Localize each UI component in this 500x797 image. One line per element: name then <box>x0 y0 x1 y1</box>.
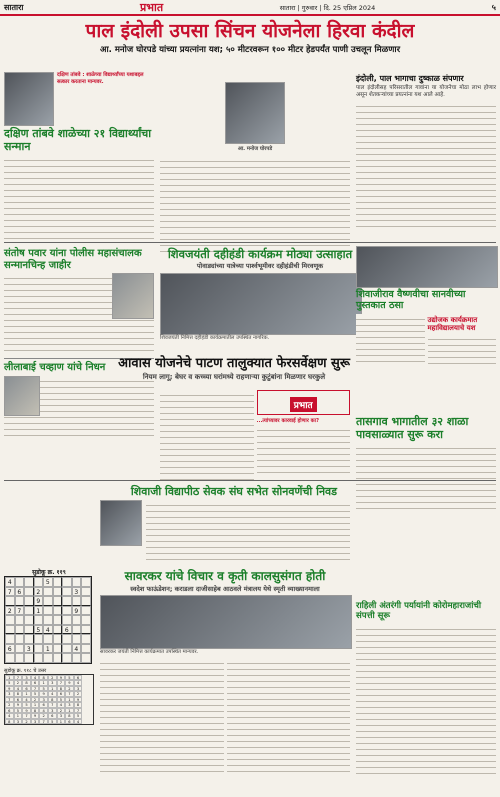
sudoku-cell <box>81 587 91 597</box>
sudoku-cell: 6 <box>62 625 72 635</box>
sudoku-answer-cell: 1 <box>65 697 74 703</box>
sudoku-answer-cell: 5 <box>22 702 31 708</box>
awas-subheadline: नियम लागू; बेघर व कच्च्या घरांमध्ये राहणाऱ्या कुटुंबांना मिळणार घरकुले <box>142 372 326 381</box>
sudoku-cell <box>24 577 34 587</box>
sudoku-answer-cell: 3 <box>39 697 48 703</box>
sudoku-answer-cell: 9 <box>39 691 48 697</box>
vaishnavi-headline: शिवाजीराव वैष्णवीचा सानवीच्या पुस्तकात ठसा <box>356 289 466 311</box>
sudoku-answer-cell: 6 <box>5 708 14 714</box>
sudoku-answer-cell: 2 <box>48 675 57 681</box>
sudoku-answer-cell: 5 <box>14 708 23 714</box>
indoli-summary: पाल इंदोलीसह परिसरातील गावांना या योजनेचा मोठा लाभ होणार असून शेतकऱ्यांच्या प्रयत्नांना यश आले आहे. <box>356 85 496 99</box>
sudoku-cell <box>72 625 82 635</box>
sudoku-answer-cell: 8 <box>31 708 40 714</box>
sudoku-cell <box>34 653 44 663</box>
sudoku-panel <box>4 568 94 725</box>
savarkar-photo <box>100 595 352 649</box>
dahihandi-caption: शिवजयंती निमित्त दहीहंडी कार्यक्रमातील उपस्थित नागरिक. <box>160 334 270 341</box>
sudoku-cell <box>81 577 91 587</box>
savarkar-body-a <box>100 658 224 776</box>
sudoku-answer-cell: 2 <box>22 719 31 725</box>
sudoku-answer-cell: 5 <box>65 675 74 681</box>
sudoku-cell <box>81 625 91 635</box>
sudoku-cell <box>15 577 25 587</box>
sudoku-cell <box>72 634 82 644</box>
sudoku-cell <box>81 644 91 654</box>
sudoku-cell <box>72 615 82 625</box>
sudoku-cell <box>43 634 53 644</box>
sudoku-answer-cell: 4 <box>74 719 83 725</box>
sudoku-cell <box>43 596 53 606</box>
sudoku-cell <box>34 644 44 654</box>
sudoku-answer-cell: 4 <box>57 702 66 708</box>
brand-logo: प्रभात <box>140 0 164 14</box>
sudoku-answer-cell: 5 <box>57 697 66 703</box>
sudoku-cell <box>15 653 25 663</box>
left-column-mid <box>4 246 154 440</box>
sudoku-cell <box>34 634 44 644</box>
sudoku-cell <box>15 615 25 625</box>
sudoku-cell: 4 <box>43 625 53 635</box>
sudoku-answer-cell: 7 <box>57 680 66 686</box>
shivaji-body-wrap <box>100 500 350 560</box>
sudoku-answer-cell: 9 <box>65 680 74 686</box>
sudoku-cell <box>53 653 63 663</box>
sudoku-cell <box>62 615 72 625</box>
sudoku-answer-cell: 1 <box>39 680 48 686</box>
sudoku-grid <box>4 576 92 664</box>
sudoku-answer-cell: 3 <box>14 719 23 725</box>
lead-subheadline: आ. मनोज घोरपडे यांच्या प्रयत्नांना यश; ५० मीटरवरून १०० मीटर हेडपर्यंत पाणी उचलून मिळणार <box>99 45 401 55</box>
sudoku-answer-cell: 9 <box>22 708 31 714</box>
center-column-mid <box>160 246 360 341</box>
dahihandi-photo <box>160 273 362 335</box>
shivaji-headline: शिवाजी विद्यापीठ सेवक संघ सभेत सोनवणेंची निवड <box>130 485 338 498</box>
college-headline: उद्योजक कार्यक्रमात महाविद्यालयाचे यश <box>427 315 478 332</box>
sudoku-answer-cell: 5 <box>31 691 40 697</box>
sudoku-cell <box>62 587 72 597</box>
sudoku-answer-cell: 4 <box>5 713 14 719</box>
sudoku-answer-cell: 3 <box>65 702 74 708</box>
obituary-photo <box>4 376 40 416</box>
sudoku-cell <box>15 625 25 635</box>
sudoku-cell <box>5 634 15 644</box>
sudoku-title: सुडोकू क्र. ११९ <box>32 569 66 576</box>
sudoku-answer-cell: 3 <box>57 713 66 719</box>
sudoku-cell <box>81 634 91 644</box>
sudoku-cell: 5 <box>34 625 44 635</box>
mla-caption: आ. मनोज घोरपडे <box>237 146 273 152</box>
sudoku-answer-cell: 8 <box>57 686 66 692</box>
center-column-top <box>160 72 350 252</box>
mla-portrait <box>225 82 285 144</box>
awas-body-b <box>257 425 351 473</box>
awas-headline: आवास योजनेचे पाटण तालुक्यात फेरसर्वेक्षण सुरू <box>118 356 350 371</box>
sudoku-cell <box>43 615 53 625</box>
sudoku-cell <box>43 587 53 597</box>
sudoku-answer-cell: 2 <box>57 708 66 714</box>
sudoku-cell: 1 <box>34 606 44 616</box>
sudoku-answer-cell: 2 <box>31 697 40 703</box>
sudoku-cell <box>72 577 82 587</box>
sudoku-cell: 5 <box>43 577 53 587</box>
sudoku-cell <box>53 615 63 625</box>
left-column-top <box>4 72 154 243</box>
awas-section <box>4 355 496 380</box>
sudoku-answer-cell: 4 <box>22 697 31 703</box>
obituary-headline: लीलाबाई चव्हाण यांचे निधन <box>4 362 106 373</box>
savarkar-headline: सावरकर यांचे विचार व कृती कालसुसंगत होती <box>124 569 326 583</box>
sudoku-answer-cell: 6 <box>65 719 74 725</box>
sudoku-answer-cell: 1 <box>57 719 66 725</box>
sudoku-answer-cell: 3 <box>31 719 40 725</box>
sudoku-cell <box>62 634 72 644</box>
sudoku-answer-cell: 5 <box>74 713 83 719</box>
sudoku-answer-cell: 7 <box>65 691 74 697</box>
sudoku-cell <box>72 596 82 606</box>
sudoku-answer-cell: 1 <box>5 675 14 681</box>
sudoku-cell <box>62 606 72 616</box>
sudoku-cell <box>62 644 72 654</box>
vaishnavi-photo <box>356 246 498 288</box>
sudoku-answer-cell: 6 <box>39 702 48 708</box>
sudoku-answer-cell: 7 <box>14 675 23 681</box>
sudoku-cell: 2 <box>34 587 44 597</box>
sudoku-answer-cell: 7 <box>31 686 40 692</box>
sudoku-answer-cell: 7 <box>39 719 48 725</box>
awas-body-a <box>160 390 254 480</box>
sudoku-answer-cell: 8 <box>39 675 48 681</box>
shivaji-body <box>146 500 350 560</box>
sudoku-cell <box>24 634 34 644</box>
tambave-body <box>4 155 154 243</box>
sudoku-cell <box>43 653 53 663</box>
sudoku-answer-cell: 3 <box>5 691 14 697</box>
sudoku-cell <box>81 596 91 606</box>
lead-headline: पाल इंदोली उपसा सिंचन योजनेला हिरवा कंदील <box>85 20 415 42</box>
sudoku-answer-cell: 3 <box>48 708 57 714</box>
sudoku-cell <box>24 653 34 663</box>
pawar-photo <box>112 273 154 319</box>
sudoku-cell <box>53 625 63 635</box>
sudoku-cell <box>24 596 34 606</box>
sudoku-cell: 3 <box>24 644 34 654</box>
sudoku-answer-cell: 8 <box>65 713 74 719</box>
sudoku-cell <box>15 634 25 644</box>
shivaji-photo <box>100 500 142 546</box>
sudoku-answer-cell: 5 <box>48 719 57 725</box>
sudoku-cell: 4 <box>5 577 15 587</box>
bottom-right-headline: राहिली अंतरंगी पर्यायांनी कोरोमहाराजांची संपत्ती सूरू <box>356 601 482 621</box>
issue-date: सातारा | गुरुवार | दि. 25 एप्रिल 2024 <box>279 3 376 12</box>
sudoku-cell: 4 <box>72 644 82 654</box>
dahihandi-subheadline: पोवाड्यांच्या यात्रेच्या पार्श्वभूमीवर दहीहंडीची मिरवणूक <box>196 262 324 271</box>
savarkar-section <box>100 568 350 776</box>
sudoku-cell <box>24 587 34 597</box>
shivaji-section <box>4 480 496 501</box>
sudoku-answer-cell: 4 <box>39 708 48 714</box>
sudoku-cell <box>62 653 72 663</box>
page-number: ५ <box>491 2 496 12</box>
sudoku-answer-cell: 5 <box>5 680 14 686</box>
sudoku-cell <box>24 625 34 635</box>
sudoku-answer-cell: 1 <box>14 713 23 719</box>
sudoku-cell <box>34 577 44 587</box>
tasgaon-body <box>356 443 496 513</box>
sudoku-cell <box>81 615 91 625</box>
sudoku-answer-cell: 9 <box>57 675 66 681</box>
tambave-headline: दक्षिण तांबवे शाळेच्या २१ विद्यार्थ्यांचा सन्मान <box>4 127 152 153</box>
sudoku-answer-cell: 2 <box>65 686 74 692</box>
sudoku-cell <box>43 606 53 616</box>
dahihandi-headline: शिवजयंती दहीहंडी कार्यक्रम मोठ्या उत्साहात <box>167 247 353 261</box>
sudoku-answer-cell: 6 <box>22 686 31 692</box>
sudoku-answer-cell: 1 <box>65 708 74 714</box>
sudoku-answer-cell: 6 <box>31 680 40 686</box>
sudoku-cell: 1 <box>43 644 53 654</box>
sudoku-answer-cell: 8 <box>48 697 57 703</box>
sudoku-answer-cell: 1 <box>48 686 57 692</box>
sudoku-cell: 7 <box>5 587 15 597</box>
sudoku-answer-cell: 3 <box>22 675 31 681</box>
bottom-right-body <box>356 624 496 774</box>
sudoku-answer-label: सुडोकू क्र. ११८ चे उत्तर <box>4 667 47 674</box>
masthead <box>0 0 500 16</box>
sudoku-cell: 2 <box>5 606 15 616</box>
sudoku-answer-cell: 6 <box>14 697 23 703</box>
sudoku-cell: 6 <box>15 587 25 597</box>
sudoku-answer-cell: 9 <box>31 713 40 719</box>
sudoku-cell <box>53 577 63 587</box>
divider-1 <box>4 242 496 243</box>
sudoku-answer-cell: 2 <box>14 680 23 686</box>
sudoku-cell <box>62 577 72 587</box>
right-column-bottom <box>356 600 496 774</box>
section-name: सातारा <box>4 2 24 12</box>
sudoku-answer-cell: 9 <box>14 702 23 708</box>
sudoku-cell <box>24 615 34 625</box>
sudoku-answer-cell: 6 <box>57 691 66 697</box>
left-photo <box>4 72 54 126</box>
sudoku-answer-cell: 4 <box>14 686 23 692</box>
sudoku-answer-cell: 2 <box>74 691 83 697</box>
sudoku-answer-cell: 1 <box>31 702 40 708</box>
right-column-top <box>356 72 496 231</box>
sudoku-cell <box>5 625 15 635</box>
savarkar-subheadline: स्वदेश फाऊंडेशन; कराडला दाजीसाहेब आठवले मंत्रालय येथे स्मृती व्याख्यानमाला <box>130 584 320 593</box>
sudoku-answer-cell: 8 <box>74 702 83 708</box>
sudoku-cell <box>24 606 34 616</box>
sudoku-answer-cell: 6 <box>48 713 57 719</box>
sudoku-cell <box>5 596 15 606</box>
sudoku-answer-cell: 2 <box>5 702 14 708</box>
sudoku-answer-cell: 6 <box>74 675 83 681</box>
sudoku-answer-cell: 8 <box>14 691 23 697</box>
sudoku-answer-cell: 7 <box>22 713 31 719</box>
sudoku-answer-cell: 7 <box>48 702 57 708</box>
sudoku-answer-cell: 8 <box>5 719 14 725</box>
sudoku-cell <box>53 644 63 654</box>
sudoku-answer-cell: 3 <box>48 680 57 686</box>
sudoku-answer-cell: 2 <box>39 713 48 719</box>
indoli-headline: इंदोली, पाल भागाचा दुष्काळ संपणार <box>356 74 464 83</box>
sudoku-cell <box>72 653 82 663</box>
sudoku-cell <box>81 606 91 616</box>
sudoku-cell: 9 <box>34 596 44 606</box>
sudoku-cell: 9 <box>72 606 82 616</box>
sudoku-cell <box>53 606 63 616</box>
sudoku-cell <box>5 653 15 663</box>
sudoku-answer-cell: 1 <box>22 691 31 697</box>
sudoku-cell <box>15 596 25 606</box>
sudoku-answer-cell: 4 <box>48 691 57 697</box>
sudoku-answer-cell: 4 <box>31 675 40 681</box>
sudoku-answer-cell: 9 <box>74 697 83 703</box>
sudoku-answer-cell: 5 <box>39 686 48 692</box>
tasgaon-headline: तासगाव भागातील ३२ शाळा पावसाळ्यात सुरू करा <box>356 415 469 441</box>
left-photo-caption: दक्षिण तांबवे : शाळेच्या विद्यार्थ्यांच्या यशाबद्दल सत्कार करताना मान्यवर. <box>57 72 144 85</box>
sudoku-cell <box>53 634 63 644</box>
savarkar-body-b <box>227 658 351 776</box>
indoli-body <box>356 101 496 231</box>
sudoku-cell: 3 <box>72 587 82 597</box>
sudoku-cell <box>53 587 63 597</box>
sudoku-cell <box>62 596 72 606</box>
awas-body-wrap <box>160 390 350 480</box>
sudoku-cell <box>15 644 25 654</box>
sudoku-cell <box>53 596 63 606</box>
pawar-headline: संतोष पवार यांना पोलीस महासंचालक सन्मानचिन्ह जाहीर <box>4 248 142 271</box>
irrigation-body <box>160 156 350 252</box>
prabhat-box <box>257 390 351 415</box>
sudoku-answer-cell: 3 <box>74 686 83 692</box>
right-column-mid <box>356 246 496 368</box>
sudoku-answer-cell: 8 <box>22 680 31 686</box>
sudoku-answer-cell: 7 <box>5 697 14 703</box>
sudoku-answer-grid <box>4 674 94 726</box>
sudoku-answer-cell: 7 <box>74 708 83 714</box>
sudoku-cell <box>34 615 44 625</box>
prabhat-mark: प्रभात <box>290 397 317 412</box>
sudoku-answer-cell: 4 <box>74 680 83 686</box>
sudoku-cell <box>5 615 15 625</box>
sudoku-cell: 6 <box>5 644 15 654</box>
quote-line: ...त्यांच्यावर कारवाई होणार का? <box>256 418 319 424</box>
sudoku-cell: 7 <box>15 606 25 616</box>
sudoku-answer-cell: 9 <box>5 686 14 692</box>
sudoku-cell <box>81 653 91 663</box>
savarkar-caption: सावरकर जयंती निमित्त कार्यक्रमात उपस्थित मान्यवर. <box>100 649 199 656</box>
